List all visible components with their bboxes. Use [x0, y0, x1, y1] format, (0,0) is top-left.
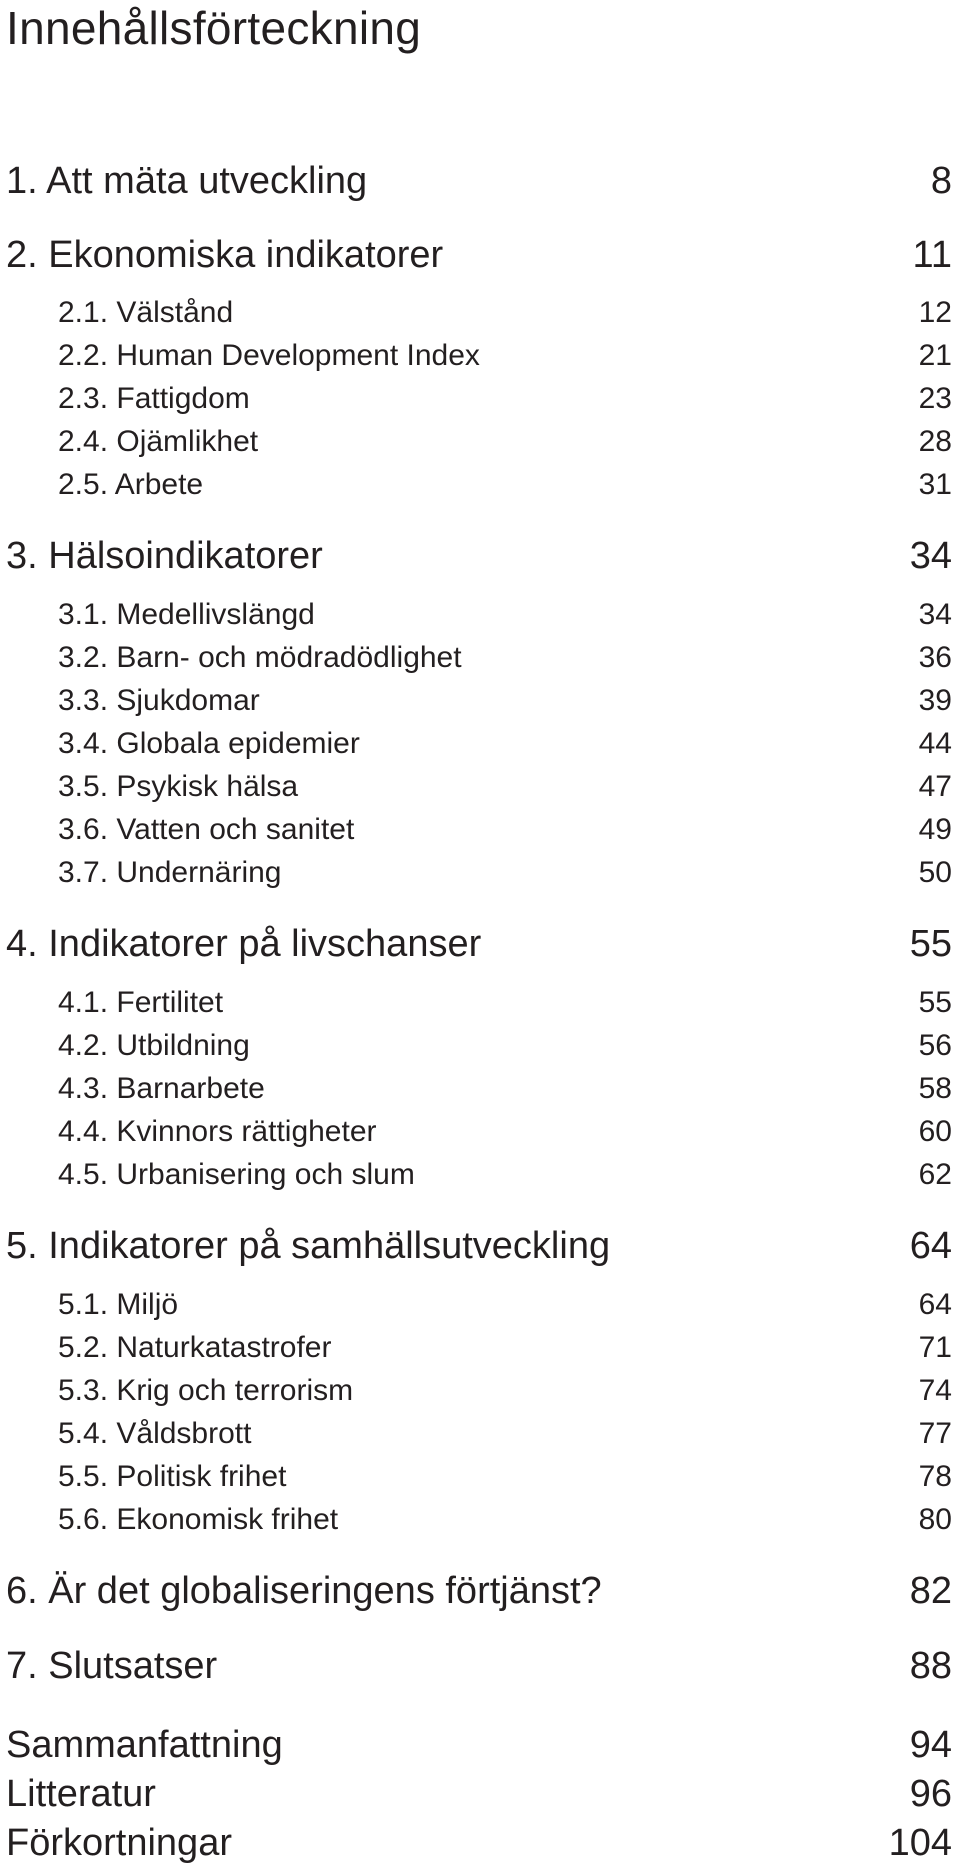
toc-entry-label: 7. Slutsatser: [6, 1645, 218, 1687]
toc-entry-page: 74: [918, 1374, 952, 1407]
toc-entry-section[interactable]: [58, 1329, 952, 1367]
toc-entry-label: Sammanfattning: [6, 1724, 283, 1766]
toc-entry-page: 78: [918, 1460, 952, 1493]
toc-entry-page: 28: [918, 425, 952, 458]
toc-entry-page: 47: [918, 770, 952, 803]
toc-entry-label: 4.3. Barnarbete: [58, 1072, 265, 1105]
toc-entry-section[interactable]: [58, 854, 952, 892]
toc-entry-page: 21: [918, 339, 952, 372]
toc-entry-label: 2.2. Human Development Index: [58, 339, 480, 372]
toc-entry-section[interactable]: [58, 1070, 952, 1108]
toc-entry-section[interactable]: [58, 768, 952, 806]
toc-entry-section[interactable]: [58, 984, 952, 1022]
toc-entry-label: 2.4. Ojämlikhet: [58, 425, 259, 458]
toc-entry-chapter-1[interactable]: [6, 158, 952, 204]
toc-entry-label: 5. Indikatorer på samhällsutveckling: [6, 1225, 611, 1267]
toc-entry-label: 5.3. Krig och terrorism: [58, 1374, 354, 1407]
toc-entry-chapter-3[interactable]: [6, 533, 952, 579]
toc-entry-label: 3.1. Medellivslängd: [58, 598, 315, 631]
toc-entry-label: Förkortningar: [6, 1822, 232, 1864]
toc-entry-page: 34: [909, 535, 952, 577]
toc-entry-page: 23: [918, 382, 952, 415]
toc-entry-page: 55: [909, 923, 952, 965]
toc-entry-label: 2.1. Välstånd: [58, 296, 234, 329]
toc-entry-page: 12: [918, 296, 952, 329]
toc-entry-chapter-4[interactable]: [6, 921, 952, 967]
toc-entry-section[interactable]: [58, 725, 952, 763]
toc-entry-section[interactable]: [58, 1458, 952, 1496]
toc-entry-section[interactable]: [58, 294, 952, 332]
toc-entry-section[interactable]: [58, 1415, 952, 1453]
toc-entry-page: 96: [909, 1773, 952, 1815]
toc-entry-page: 62: [918, 1158, 952, 1191]
toc-entry-section[interactable]: [58, 423, 952, 461]
toc-entry-label: 3.2. Barn- och mödradödlighet: [58, 641, 462, 674]
toc-entry-page: 77: [918, 1417, 952, 1450]
toc-entry-label: 4.1. Fertilitet: [58, 986, 224, 1019]
toc-entry-label: 4.4. Kvinnors rättigheter: [58, 1115, 377, 1148]
toc-entry-label: 5.6. Ekonomisk frihet: [58, 1503, 339, 1536]
toc-entry-label: 3.7. Undernäring: [58, 856, 282, 889]
toc-entry-section[interactable]: [58, 1372, 952, 1410]
toc-entry-page: 39: [918, 684, 952, 717]
toc-entry-section[interactable]: [58, 466, 952, 504]
toc-entry-label: 3.3. Sjukdomar: [58, 684, 260, 717]
toc-entry-section[interactable]: [58, 380, 952, 418]
toc-entry-label: Litteratur: [6, 1773, 156, 1815]
toc-entry-page: 36: [918, 641, 952, 674]
toc-entry-page: 31: [918, 468, 952, 501]
toc-entry-chapter-2[interactable]: [6, 232, 952, 278]
toc-entry-page: 71: [918, 1331, 952, 1364]
toc-entry-label: 3.6. Vatten och sanitet: [58, 813, 355, 846]
toc-entry-label: 1. Att mäta utveckling: [6, 160, 368, 202]
toc-entry-page: 60: [918, 1115, 952, 1148]
toc-entry-label: 5.2. Naturkatastrofer: [58, 1331, 332, 1364]
toc-entry-section[interactable]: [58, 1027, 952, 1065]
toc-entry-label: 3. Hälsoindikatorer: [6, 535, 323, 577]
toc-entry-page: 82: [909, 1570, 952, 1612]
toc-entry-page: 50: [918, 856, 952, 889]
toc-entry-page: 56: [918, 1029, 952, 1062]
toc-entry-page: 58: [918, 1072, 952, 1105]
toc-entry-page: 80: [918, 1503, 952, 1536]
toc-entry-label: 5.4. Våldsbrott: [58, 1417, 252, 1450]
toc-entry-page: 8: [930, 160, 952, 202]
toc-entry-section[interactable]: [58, 811, 952, 849]
toc-entry-label: 4. Indikatorer på livschanser: [6, 923, 482, 965]
toc-entry-section[interactable]: [58, 682, 952, 720]
toc-entry-section[interactable]: [58, 596, 952, 634]
toc-entry-section[interactable]: [58, 1113, 952, 1151]
toc-entry-label: 2.3. Fattigdom: [58, 382, 250, 415]
toc-entry-abbreviations[interactable]: [6, 1820, 952, 1866]
toc-entry-label: 3.4. Globala epidemier: [58, 727, 360, 760]
toc-entry-page: 44: [918, 727, 952, 760]
toc-entry-label: 3.5. Psykisk hälsa: [58, 770, 299, 803]
toc-entry-page: 88: [909, 1645, 952, 1687]
toc-entry-section[interactable]: [58, 337, 952, 375]
toc-entry-label: 4.5. Urbanisering och slum: [58, 1158, 415, 1191]
toc-entry-page: 64: [918, 1288, 952, 1321]
toc-entry-page: 104: [888, 1822, 952, 1864]
toc-entry-page: 64: [909, 1225, 952, 1267]
toc-entry-literature[interactable]: [6, 1771, 952, 1817]
toc-entry-section[interactable]: [58, 1501, 952, 1539]
toc-entry-label: 2.5. Arbete: [58, 468, 204, 501]
toc-entry-section[interactable]: [58, 639, 952, 677]
toc-entry-label: 2. Ekonomiska indikatorer: [6, 234, 444, 276]
toc-entry-section[interactable]: [58, 1156, 952, 1194]
toc-entry-chapter-6[interactable]: [6, 1568, 952, 1614]
toc-entry-page: 34: [918, 598, 952, 631]
toc-entry-summary[interactable]: [6, 1722, 952, 1768]
toc-entry-chapter-7[interactable]: [6, 1643, 952, 1689]
toc-entry-page: 11: [912, 234, 952, 276]
toc-entry-label: 4.2. Utbildning: [58, 1029, 250, 1062]
toc-entry-page: 49: [918, 813, 952, 846]
page-title: Innehållsförteckning: [6, 2, 422, 54]
toc-entry-page: 94: [909, 1724, 952, 1766]
toc-entry-page: 55: [918, 986, 952, 1019]
toc-entry-label: 6. Är det globaliseringens förtjänst?: [6, 1570, 602, 1612]
toc-entry-label: 5.1. Miljö: [58, 1288, 179, 1321]
toc-entry-label: 5.5. Politisk frihet: [58, 1460, 287, 1493]
toc-entry-section[interactable]: [58, 1286, 952, 1324]
toc-entry-chapter-5[interactable]: [6, 1223, 952, 1269]
